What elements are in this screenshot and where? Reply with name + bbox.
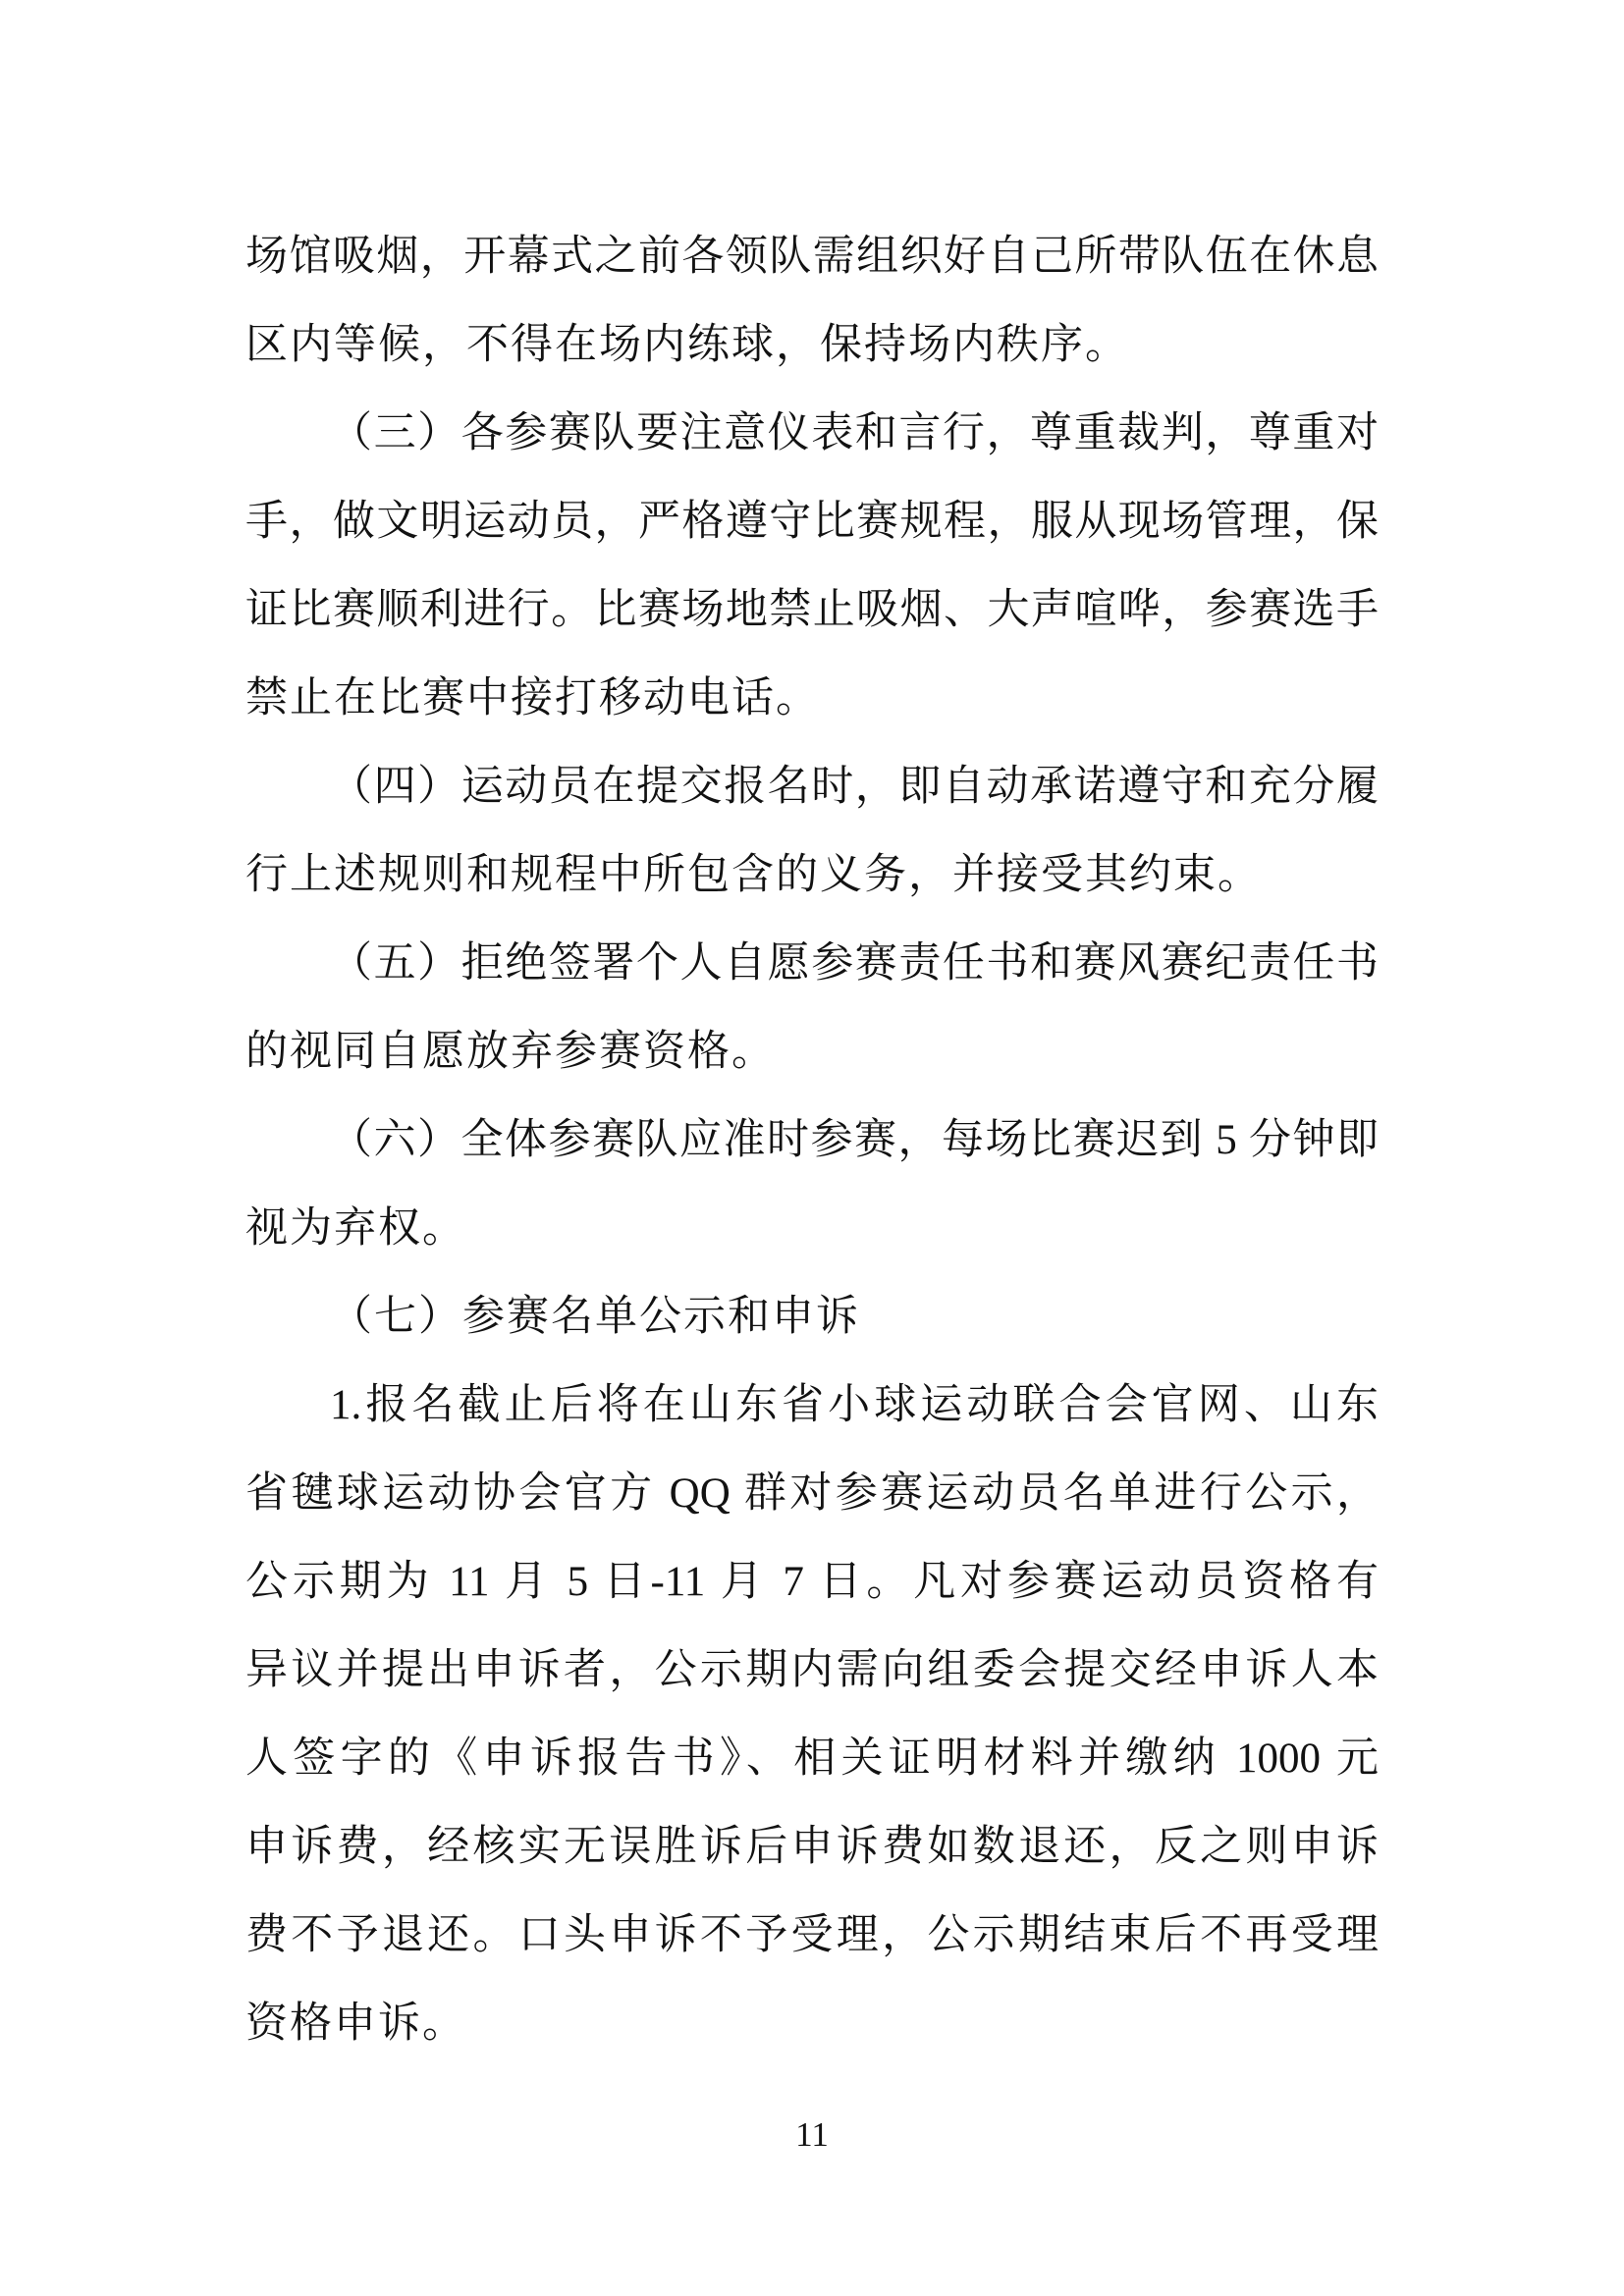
text-line: 申诉费，经核实无误胜诉后申诉费如数退还，反之则申诉 bbox=[245, 1824, 1379, 1870]
text-line: （五）拒绝签署个人自愿参赛责任书和赛风赛纪责任书 bbox=[330, 940, 1379, 987]
text-line: 禁止在比赛中接打移动电话。 bbox=[245, 675, 820, 721]
text-line: 证比赛顺利进行。比赛场地禁止吸烟、大声喧哗，参赛选手 bbox=[245, 587, 1379, 633]
text-line: 场馆吸烟，开幕式之前各领队需组织好自己所带队伍在休息 bbox=[245, 234, 1379, 280]
text-line: （七）参赛名单公示和申诉 bbox=[330, 1294, 860, 1340]
text-line: 资格申诉。 bbox=[245, 2001, 466, 2047]
text-line: （三）各参赛队要注意仪表和言行，尊重裁判，尊重对 bbox=[330, 410, 1379, 456]
text-line: 费不予退还。口头申诉不予受理，公示期结束后不再受理 bbox=[245, 1912, 1379, 1958]
page-number: 11 bbox=[795, 2115, 829, 2154]
text-line: 异议并提出申诉者，公示期内需向组委会提交经申诉人本 bbox=[245, 1647, 1379, 1693]
text-line: 视为弃权。 bbox=[245, 1205, 466, 1252]
text-line: 区内等候，不得在场内练球，保持场内秩序。 bbox=[245, 322, 1129, 368]
text-line: 人签字的《申诉报告书》、相关证明材料并缴纳 1000 元 bbox=[245, 1735, 1379, 1782]
text-line: （六）全体参赛队应准时参赛，每场比赛迟到 5 分钟即 bbox=[330, 1117, 1379, 1163]
text-line: 手，做文明运动员，严格遵守比赛规程，服从现场管理，保 bbox=[245, 499, 1379, 545]
text-line: 1.报名截止后将在山东省小球运动联合会官网、山东 bbox=[330, 1382, 1379, 1428]
text-line: 省毽球运动协会官方 QQ 群对参赛运动员名单进行公示， bbox=[245, 1470, 1379, 1517]
text-line: （四）运动员在提交报名时，即自动承诺遵守和充分履 bbox=[330, 764, 1379, 810]
text-line: 的视同自愿放弃参赛资格。 bbox=[245, 1029, 776, 1075]
document-body bbox=[245, 213, 1379, 2068]
text-line: 行上述规则和规程中所包含的义务，并接受其约束。 bbox=[245, 852, 1262, 898]
text-line: 公示期为 11 月 5 日-11 月 7 日。凡对参赛运动员资格有 bbox=[245, 1559, 1379, 1605]
